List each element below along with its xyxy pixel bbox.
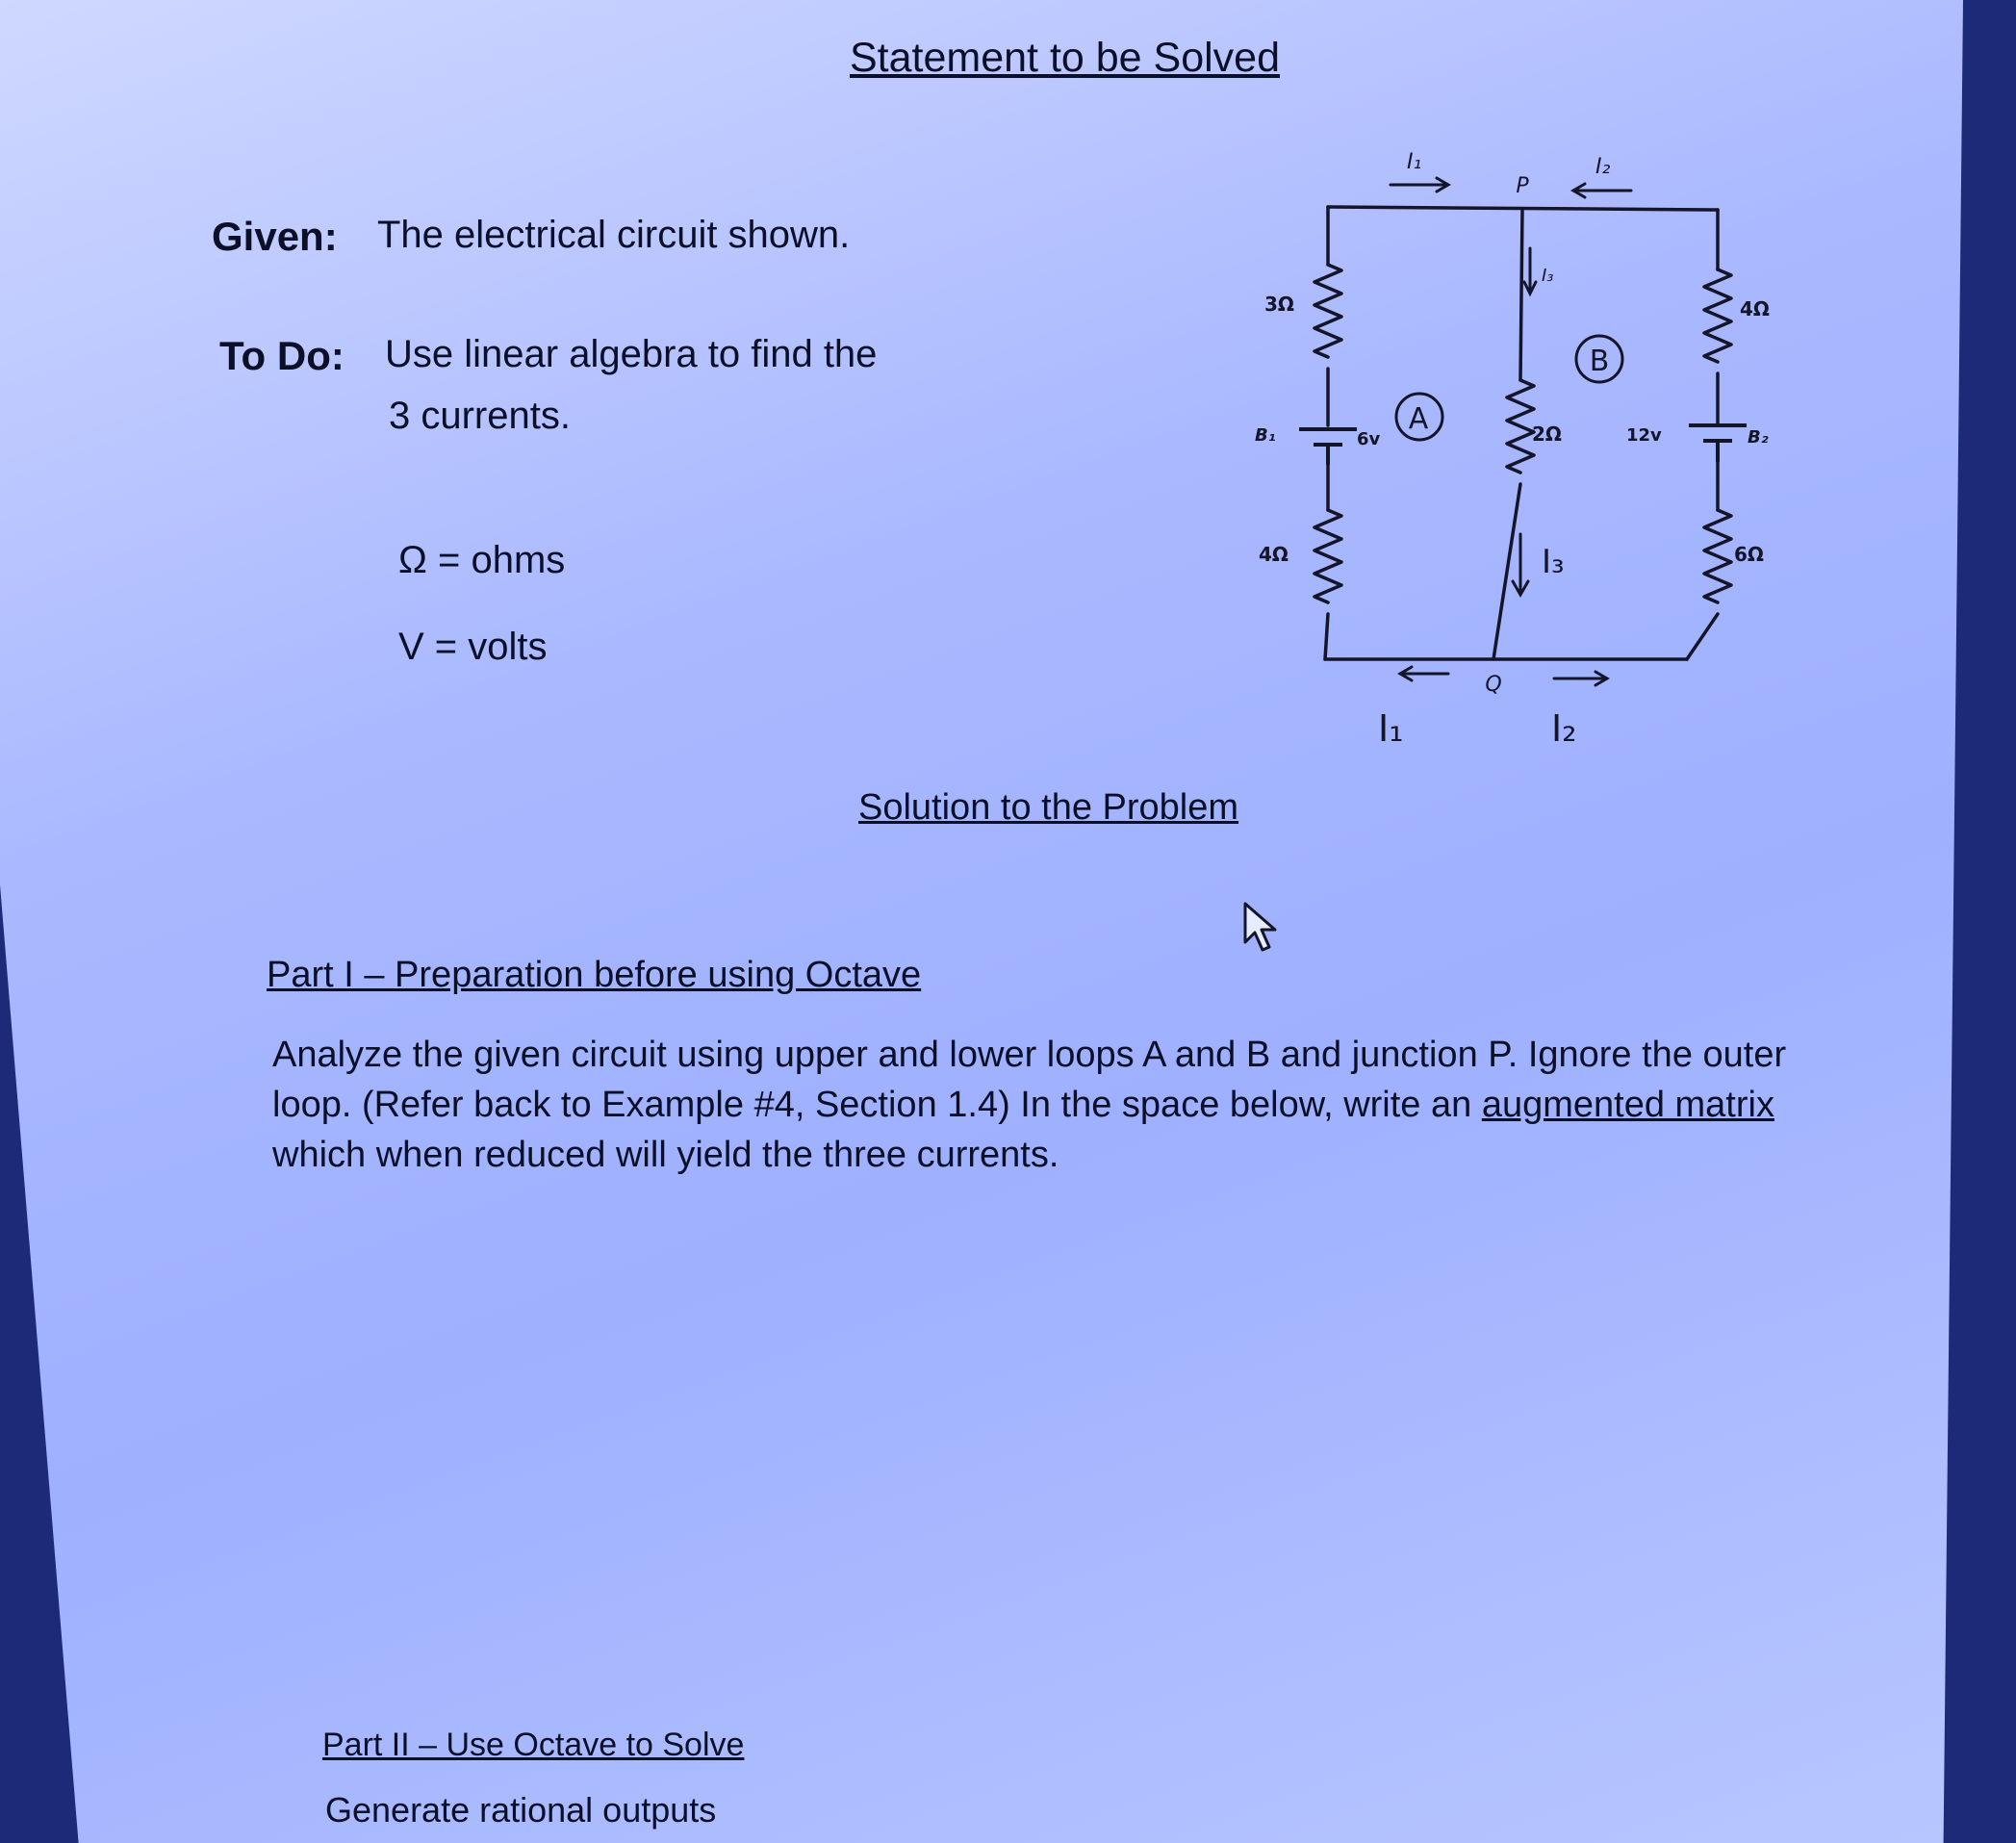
part1-line-2-text: loop. (Refer back to Example #4, Section 1.4) In the space below, write an (272, 1085, 1482, 1125)
todo-line-1: Use linear algebra to find the (385, 333, 878, 375)
ohms-definition: Ω = ohms (398, 539, 566, 581)
i2-top-label: I₂ (1595, 155, 1611, 179)
i3-top-label: I₃ (1542, 266, 1554, 286)
circuit-diagram (1241, 135, 1799, 770)
i1-bottom-label: I₁ (1378, 707, 1404, 750)
r-top-right-label: 4Ω (1740, 297, 1770, 320)
part1-heading: Part I – Preparation before using Octave (267, 955, 922, 995)
resistor-4ohm-left (1314, 510, 1341, 602)
part1-line-3: which when reduced will yield the three currents. (272, 1135, 1059, 1175)
loop-a-label: A (1408, 402, 1429, 436)
resistor-2ohm (1507, 380, 1534, 473)
resistor-3ohm (1314, 265, 1341, 357)
arrow-i3-top (1524, 248, 1536, 294)
solution-heading: Solution to the Problem (858, 787, 1239, 828)
r-top-left-label: 3Ω (1264, 293, 1294, 316)
battery-b1-label: B₁ (1255, 425, 1276, 446)
battery-b2-voltage: 12v (1626, 425, 1662, 446)
part2-heading: Part II – Use Octave to Solve (322, 1727, 745, 1763)
i3-middle-label: I₃ (1542, 543, 1565, 581)
r-middle-label: 2Ω (1532, 422, 1562, 446)
augmented-matrix-term: augmented matrix (1481, 1085, 1774, 1125)
left-wire-bottom (1325, 614, 1328, 659)
arrow-i3-middle (1513, 534, 1528, 595)
todo-label: To Do: (219, 333, 345, 378)
part2-line-1: Generate rational outputs (325, 1790, 717, 1830)
right-wire-bottom (1687, 614, 1718, 659)
r-bottom-left-label: 4Ω (1259, 543, 1289, 566)
loop-b-label: B (1589, 345, 1610, 378)
arrow-i2-bottom (1554, 672, 1607, 685)
statement-heading: Statement to be Solved (850, 35, 1281, 81)
i2-bottom-label: I₂ (1551, 707, 1577, 750)
todo-line-2: 3 currents. (389, 395, 571, 437)
volts-definition: V = volts (398, 626, 548, 668)
battery-b2-label: B₂ (1748, 427, 1769, 448)
mouse-cursor-icon (1241, 900, 1280, 954)
given-label: Given: (212, 214, 338, 259)
given-text: The electrical circuit shown. (377, 214, 851, 256)
part1-instructions (272, 1030, 1831, 1180)
arrow-i1-top (1391, 178, 1448, 192)
i1-top-label: I₁ (1407, 150, 1422, 174)
part1-line-2 (272, 1080, 1831, 1130)
resistor-4ohm-right (1704, 269, 1731, 362)
arrow-i2-top (1573, 184, 1631, 197)
arrow-i1-bottom (1400, 667, 1448, 680)
battery-b1-voltage: 6v (1357, 429, 1381, 449)
middle-wire-top (1520, 210, 1522, 380)
resistor-6ohm (1704, 510, 1731, 602)
node-p-label: P (1516, 174, 1529, 198)
node-q-label: Q (1485, 673, 1502, 697)
part1-line-1: Analyze the given circuit using upper and lower loops A and B and junction P. Ignore the outer (272, 1035, 1787, 1075)
r-bottom-right-label: 6Ω (1734, 543, 1764, 566)
middle-wire-bottom (1493, 484, 1520, 659)
